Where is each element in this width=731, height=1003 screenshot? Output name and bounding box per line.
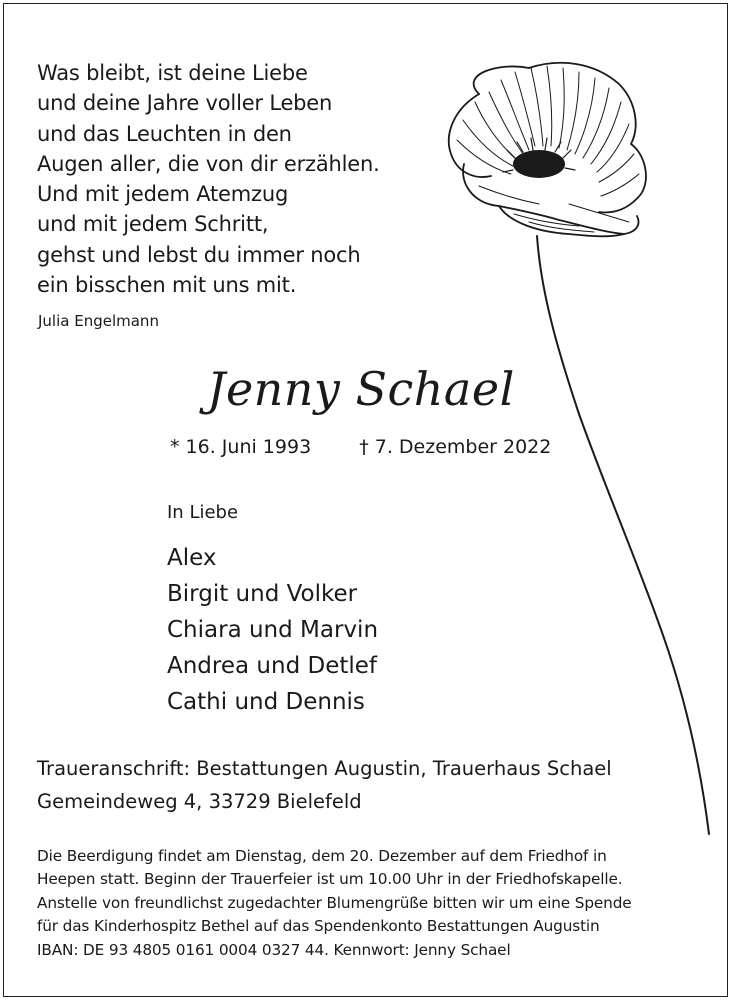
notice-line: Die Beerdigung findet am Dienstag, dem 20. Dezember auf dem Friedhof in (37, 847, 607, 865)
mourner-name: Chiara und Marvin (167, 617, 379, 643)
poem-line: und mit jedem Schritt, (37, 212, 269, 237)
mourners-heading: In Liebe (167, 502, 239, 523)
mourners-list (167, 540, 378, 720)
birth-date: * 16. Juni 1993 (170, 436, 312, 458)
poem-line: ein bisschen mit uns mit. (37, 273, 297, 298)
death-date: † 7. Dezember 2022 (359, 436, 552, 458)
life-dates (170, 436, 551, 458)
notice-line: Heepen statt. Beginn der Trauerfeier ist um 10.00 Uhr in der Friedhofskapelle. (37, 870, 623, 889)
poem-line: Und mit jedem Atemzug (37, 182, 289, 207)
poem (37, 58, 380, 300)
mourner-name: Alex (167, 545, 217, 571)
obituary-notice (3, 3, 728, 997)
mourning-address (37, 752, 612, 818)
notice-line: IBAN: DE 93 4805 0161 0004 0327 44. Kennwort: Jenny Schael (37, 940, 511, 959)
poem-line: und das Leuchten in den (37, 121, 292, 146)
mourner-name: Andrea und Detlef (167, 653, 377, 679)
address-line: Gemeindeweg 4, 33729 Bielefeld (37, 790, 362, 813)
notice-line: für das Kinderhospitz Bethel auf das Spendenkonto Bestattungen Augustin (37, 917, 600, 936)
notice-line: Anstelle von freundlichst zugedachter Blumengrüße bitten wir um eine Spende (37, 893, 632, 912)
poem-line: gehst und lebst du immer noch (37, 242, 361, 267)
poem-line: und deine Jahre voller Leben (37, 91, 333, 116)
mourner-name: Birgit und Volker (167, 581, 358, 607)
deceased-name: Jenny Schael (207, 362, 515, 416)
mourner-name: Cathi und Dennis (167, 689, 365, 715)
poem-author: Julia Engelmann (38, 312, 159, 330)
address-line: Traueranschrift: Bestattungen Augustin, Trauerhaus Schael (37, 757, 612, 780)
poem-line: Was bleibt, ist deine Liebe (37, 61, 308, 85)
funeral-notice (37, 845, 632, 962)
poem-line: Augen aller, die von dir erzählen. (37, 151, 380, 176)
